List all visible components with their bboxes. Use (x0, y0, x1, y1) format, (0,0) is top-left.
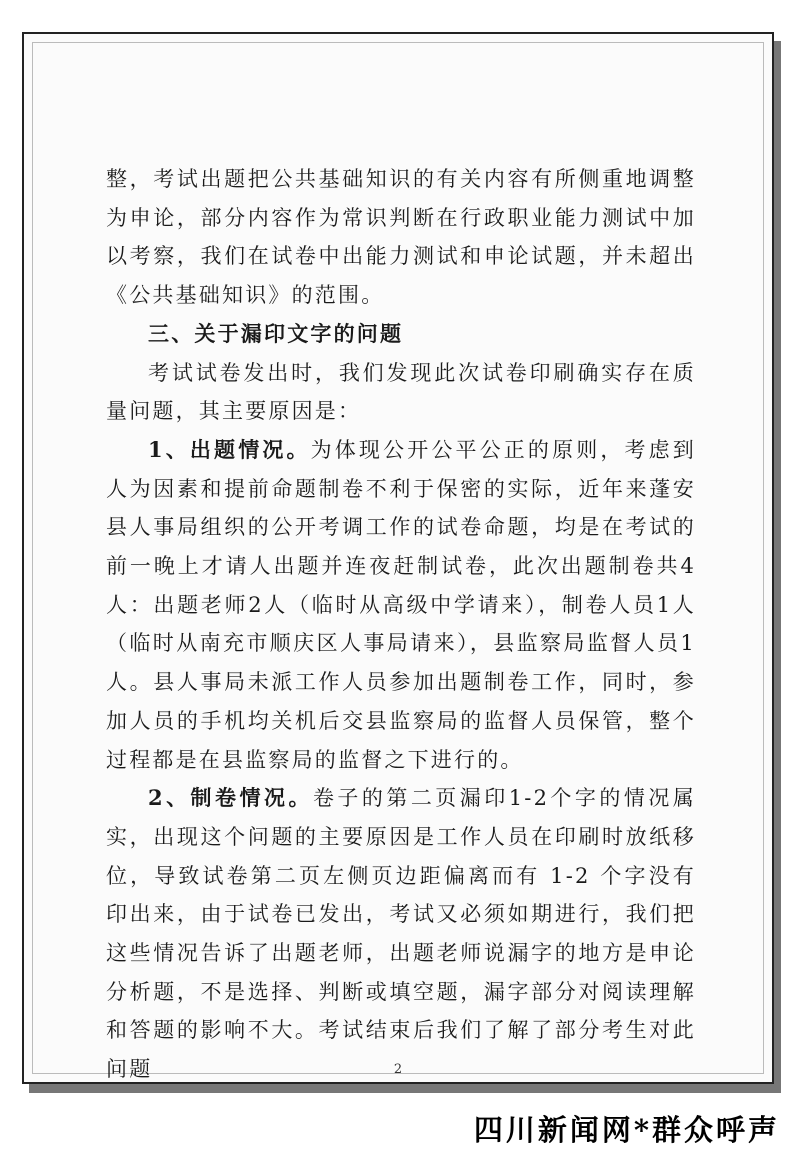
paragraph-item-2 (106, 779, 696, 1089)
paragraph-text: 卷子的第二页漏印1-2个字的情况属实，出现这个问题的主要原因是工作人员在印刷时放纸移位，导致试卷第二页左侧页边距偏离而有 1-2 个字没有印出来，由于试卷已发出，考试又必须如期进行，我们把这些情况告诉了出题老师，出题老师说漏字的地方是申论分析题，不是选择、判断或填空题，漏字部分对阅读理解和答题的影响不大。考试结束后我们了解了部分考生对此问题 (106, 786, 696, 1082)
item-lead: 2、制卷情况。 (148, 785, 313, 811)
paragraph-item-1 (106, 431, 696, 779)
document-body (106, 160, 696, 1089)
document-page (22, 32, 774, 1084)
page-number: 2 (393, 1062, 403, 1077)
section-heading-text: 三、关于漏印文字的问题 (148, 320, 404, 346)
paragraph-continuation (106, 160, 696, 315)
paragraph-text: 整，考试出题把公共基础知识的有关内容有所侧重地调整为申论，部分内容作为常识判断在行政职业能力测试中加以考察，我们在试卷中出能力测试和申论试题，并未超出《公共基础知识》的范围。 (106, 167, 696, 308)
item-lead: 1、出题情况。 (148, 436, 311, 462)
paragraph-text: 为体现公开公平公正的原则，考虑到人为因素和提前命题制卷不利于保密的实际，近年来蓬安县人事局组织的公开考调工作的试卷命题，均是在考试的前一晚上才请人出题并连夜赶制试卷，此次出题制卷共4人：出题老师2人（临时从高级中学请来），制卷人员1人（临时从南充市顺庆区人事局请来），县监察局监督人员1人。县人事局未派工作人员参加出题制卷工作，同时，参加人员的手机均关机后交县监察局的监督人员保管，整个过程都是在县监察局的监督之下进行的。 (106, 437, 696, 772)
section-heading (106, 315, 696, 354)
paragraph-intro (106, 354, 696, 431)
paragraph-text: 考试试卷发出时，我们发现此次试卷印刷确实存在质量问题，其主要原因是： (106, 360, 696, 424)
source-watermark: 四川新闻网*群众呼声 (473, 1113, 780, 1147)
